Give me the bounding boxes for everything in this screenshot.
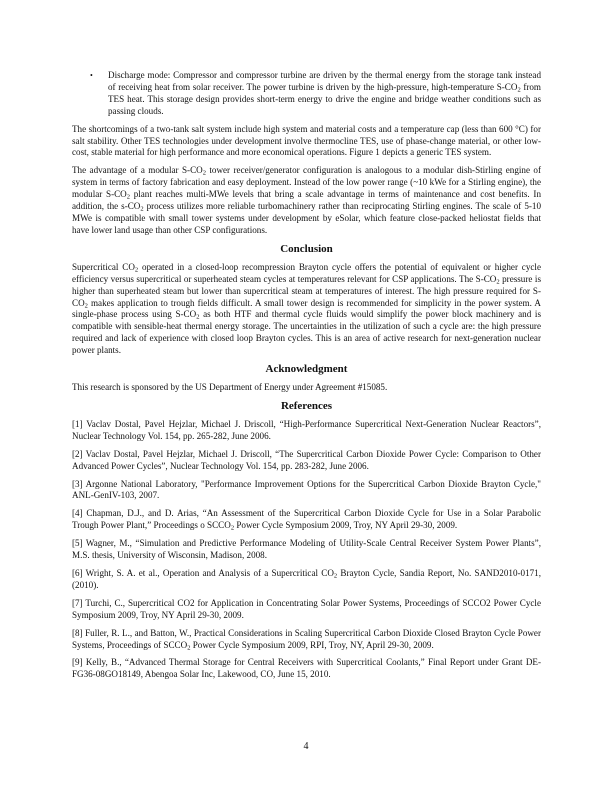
reference-list (72, 419, 541, 681)
reference-item: [7] Turchi, C., Supercritical CO2 for Application in Concentrating Solar Power Systems, Proceedings of SCCO2 Power Cycle Symposium 2009, Troy, NY April 29-30, 2009. (72, 597, 541, 620)
paragraph-conclusion: Supercritical $CO_2$ operated in a closed-loop recompression Brayton cycle offers the potential of equivalent or higher cycle efficiency versus supercritical or superheated steam cycles at temperatures relevant for CSP applications. The $S-CO_2$ pressure is higher than superheated steam but lower than supercritical steam at temperatures of interest. The high pressure required for $S-CO_2$ makes application to trough fields difficult. A small tower design is recommended for simplicity in the power system. A single-phase process using $S-CO_2$ as both HTF and thermal cycle fluids would simplify the power block machinery and is compatible with sensible-heat thermal energy storage. The uncertainties in the utilization of such a cycle are: the high pressure required and lack of experience with closed loop Brayton cycles. This is an area of active research for next-generation nuclear power plants. (72, 261, 541, 356)
reference-item: [8] Fuller, R. L., and Batton, W., Practical Considerations in Scaling Supercritical Carbon Dioxide Closed Brayton Cycle Power Systems, Proceedings of $SCCO_2$ Power Cycle Symposium 2009, RPI, Troy, NY, April 29-30, 2009. (72, 627, 541, 652)
paragraph-modular-advantage: The advantage of a modular $S-CO_2$ tower receiver/generator configuration is analogous to a modular dish-Stirling engine of system in terms of factory fabrication and easy deployment. Instead of the low power range (~10 kWe for a Stirling engine), the modular $S-CO_2$ plant reaches multi-MWe levels that bring a scale advantage in terms of maintenance and cost benefits. In addition, the $s-CO_2$ process utilizes more reliable turbomachinery rather than reciprocating Stirling engines. The scale of 5-10 MWe is compatible with small tower systems under development by eSolar, which feature close-packed heliostat fields that have lower land usage than other CSP configurations. (72, 165, 542, 235)
bullet-discharge-mode (72, 70, 541, 118)
reference-item: [5] Wagner, M., “Simulation and Predictive Performance Modeling of Utility-Scale Central Receiver System Power Plants”, M.S. thesis, University of Wisconsin, Madison, 2008. (72, 538, 541, 561)
reference-item: [6] Wright, S. A. et al., Operation and Analysis of a Supercritical $CO_2$ Brayton Cycle, Sandia Report, No. SAND2010-0171, (2010). (72, 568, 541, 590)
reference-item: [4] Chapman, D.J., and D. Arias, “An Assessment of the Supercritical Carbon Dioxide Cycle for Use in a Solar Parabolic Trough Power Plant,” Proceedings o $SCCO_2$ Power Cycle Symposium 2009, Troy, NY April 29-30, 2009. (72, 508, 541, 532)
heading-acknowledgment: Acknowledgment (265, 363, 348, 376)
heading-references: References (280, 399, 333, 412)
page-body (72, 70, 541, 687)
page-number: 4 (303, 741, 309, 752)
bullet-text: Discharge mode: Compressor and compressor turbine are driven by the thermal energy from the storage tank instead of receiving heat from solar receiver. The power turbine is driven by the high-pressure, high-temperature $S-CO_2$ from TES heat. This storage design provides short-term energy to drive the engine and bridge weather conditions such as passing clouds. (108, 70, 541, 116)
reference-item: [2] Vaclav Dostal, Pavel Hejzlar, Michael J. Driscoll, “The Supercritical Carbon Dioxide Power Cycle: Comparison to Other Advanced Power Cycles”, Nuclear Technology Vol. 154, pp. 283-282, June 2006. (72, 448, 541, 471)
paragraph-tes-shortcomings: The shortcomings of a two-tank salt system include high system and material costs and a temperature cap (less than 600 °C) for salt stability. Other TES technologies under development involve thermocline TES, use of phase-change material, or other low-cost, stable material for high performance and more economical operations. Figure 1 depicts a generic TES system. (72, 123, 541, 158)
reference-item: [1] Vaclav Dostal, Pavel Hejzlar, Michael J. Driscoll, “High-Performance Supercritical Next-Generation Nuclear Reactors”, Nuclear Technology Vol. 154, pp. 265-282, June 2006. (72, 418, 541, 441)
heading-conclusion: Conclusion (280, 242, 333, 255)
reference-item: [3] Argonne National Laboratory, "Performance Improvement Options for the Supercritical Carbon Dioxide Brayton Cycle," ANL-GenIV-103, 2007. (72, 478, 541, 501)
paragraph-acknowledgment: This research is sponsored by the US Department of Energy under Agreement #15085. (72, 382, 388, 393)
bullet-marker-icon: • (90, 71, 93, 80)
reference-item: [9] Kelly, B., “Advanced Thermal Storage for Central Receivers with Supercritical Coolants,” Final Report under Grant DE-FG36-08GO18149, Abengoa Solar Inc, Lakewood, CO, June 15, 2010. (72, 657, 541, 680)
